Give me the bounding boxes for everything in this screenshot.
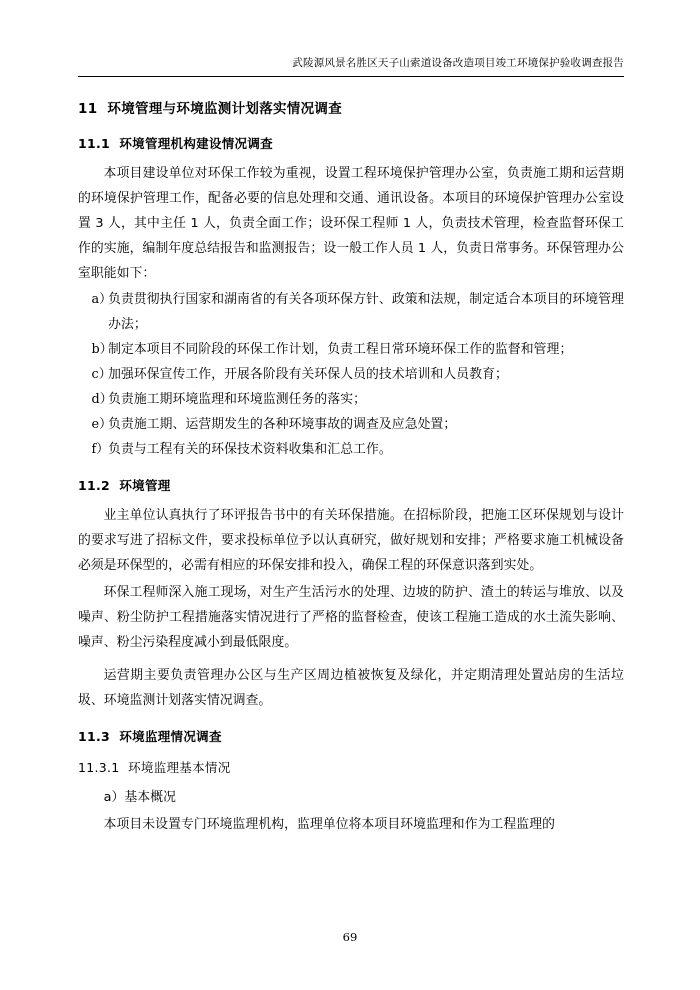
list-marker: c） xyxy=(91,367,112,383)
list-item xyxy=(78,388,624,413)
list-item-text: 制定本项目不同阶段的环保工作计划，负责工程日常环境环保工作的监督和管理； xyxy=(108,342,573,358)
page-header: 武陵源风景名胜区天子山索道设备改造项目竣工环境保护验收调查报告 xyxy=(292,57,624,69)
list-item-text: 负责与工程有关的环保技术资料收集和汇总工作。 xyxy=(108,442,392,458)
list-item-text: 负责贯彻执行国家和湖南省的有关各项环保方针、政策和法规，制定适合本项目的环境管理办法； xyxy=(108,292,624,333)
header-divider xyxy=(78,76,624,77)
list-marker: d） xyxy=(91,392,113,408)
list-item xyxy=(78,288,624,338)
list-marker: f） xyxy=(91,442,110,458)
paragraph: 环保工程师深入施工现场，对生产生活污水的处理、边坡的防护、渣土的转运与堆放、以及噪声、粉尘防护工程措施落实情况进行了严格的监督检查，使该工程施工造成的水土流失影响、噪声、粉尘污染程度减小到最低限度。 xyxy=(78,584,624,650)
list-item xyxy=(78,413,624,438)
list-item xyxy=(78,438,624,463)
section-number: 11 xyxy=(78,100,98,117)
section-title: 环境管理与环境监测计划落实情况调查 xyxy=(107,100,342,117)
subsubsection-title: 环境监理基本情况 xyxy=(128,760,231,776)
subsection-number: 11.2 xyxy=(78,478,111,494)
paragraph: 本项目建设单位对环保工作较为重视，设置工程环境保护管理办公室，负责施工期和运营期的环境保护管理工作，配备必要的信息处理和交通、通讯设备。本项目的环境保护管理办公室设置 3 人，其中主任 1 人，负责全面工作；设环保工程师 1 人，负责技术管理，检查监督环保工作的实施，编制年度总结报告和监测报告；设一般工作人员 1 人，负责日常事务。环保管理办公室职能如下： xyxy=(78,165,624,281)
paragraph: 业主单位认真执行了环评报告书中的有关环保措施。在招标阶段，把施工区环保规划与设计的要求写进了招标文件，要求投标单位予以认真研究，做好规划和安排；严格要求施工机械设备必须是环保型的，必需有相应的环保安排和投入，确保工程的环保意识落到实处。 xyxy=(78,507,624,573)
list-item-text: 负责施工期环境监理和环境监测任务的落实； xyxy=(108,392,367,408)
list-item xyxy=(78,338,624,363)
duties-list xyxy=(78,288,624,463)
subsection-heading-11-1 xyxy=(78,135,624,154)
subsection-title: 环境管理 xyxy=(119,478,171,494)
section-heading xyxy=(78,99,624,119)
list-marker: e） xyxy=(91,417,113,433)
paragraph: 本项目未设置专门环境监理机构，监理单位将本项目环境监理和作为工程监理的 xyxy=(103,816,555,832)
subsection-number: 11.3 xyxy=(78,728,111,744)
subsection-heading-11-3 xyxy=(78,728,624,747)
page-number: 69 xyxy=(342,930,358,944)
subsection-heading-11-2 xyxy=(78,477,624,496)
subsubsection-heading-11-3-1 xyxy=(78,759,624,778)
list-marker: a） xyxy=(91,292,113,308)
paragraph: 运营期主要负责管理办公区与生产区周边植被恢复及绿化，并定期清理处置站房的生活垃圾、环境监测计划落实情况调查。 xyxy=(78,667,624,708)
subsection-title: 环境管理机构建设情况调查 xyxy=(119,135,273,151)
subsection-title: 环境监理情况调查 xyxy=(119,728,222,744)
subsection-number: 11.1 xyxy=(78,135,111,151)
list-item-text: 加强环保宣传工作，开展各阶段有关环保人员的技术培训和人员教育； xyxy=(108,367,508,383)
subsubsection-number: 11.3.1 xyxy=(78,760,120,776)
list-item-text: 负责施工期、运营期发生的各种环境事故的调查及应急处置； xyxy=(108,417,457,433)
item-label: a）基本概况 xyxy=(103,790,177,805)
list-marker: b） xyxy=(91,342,113,358)
list-item xyxy=(78,363,624,388)
page-content xyxy=(78,56,624,840)
